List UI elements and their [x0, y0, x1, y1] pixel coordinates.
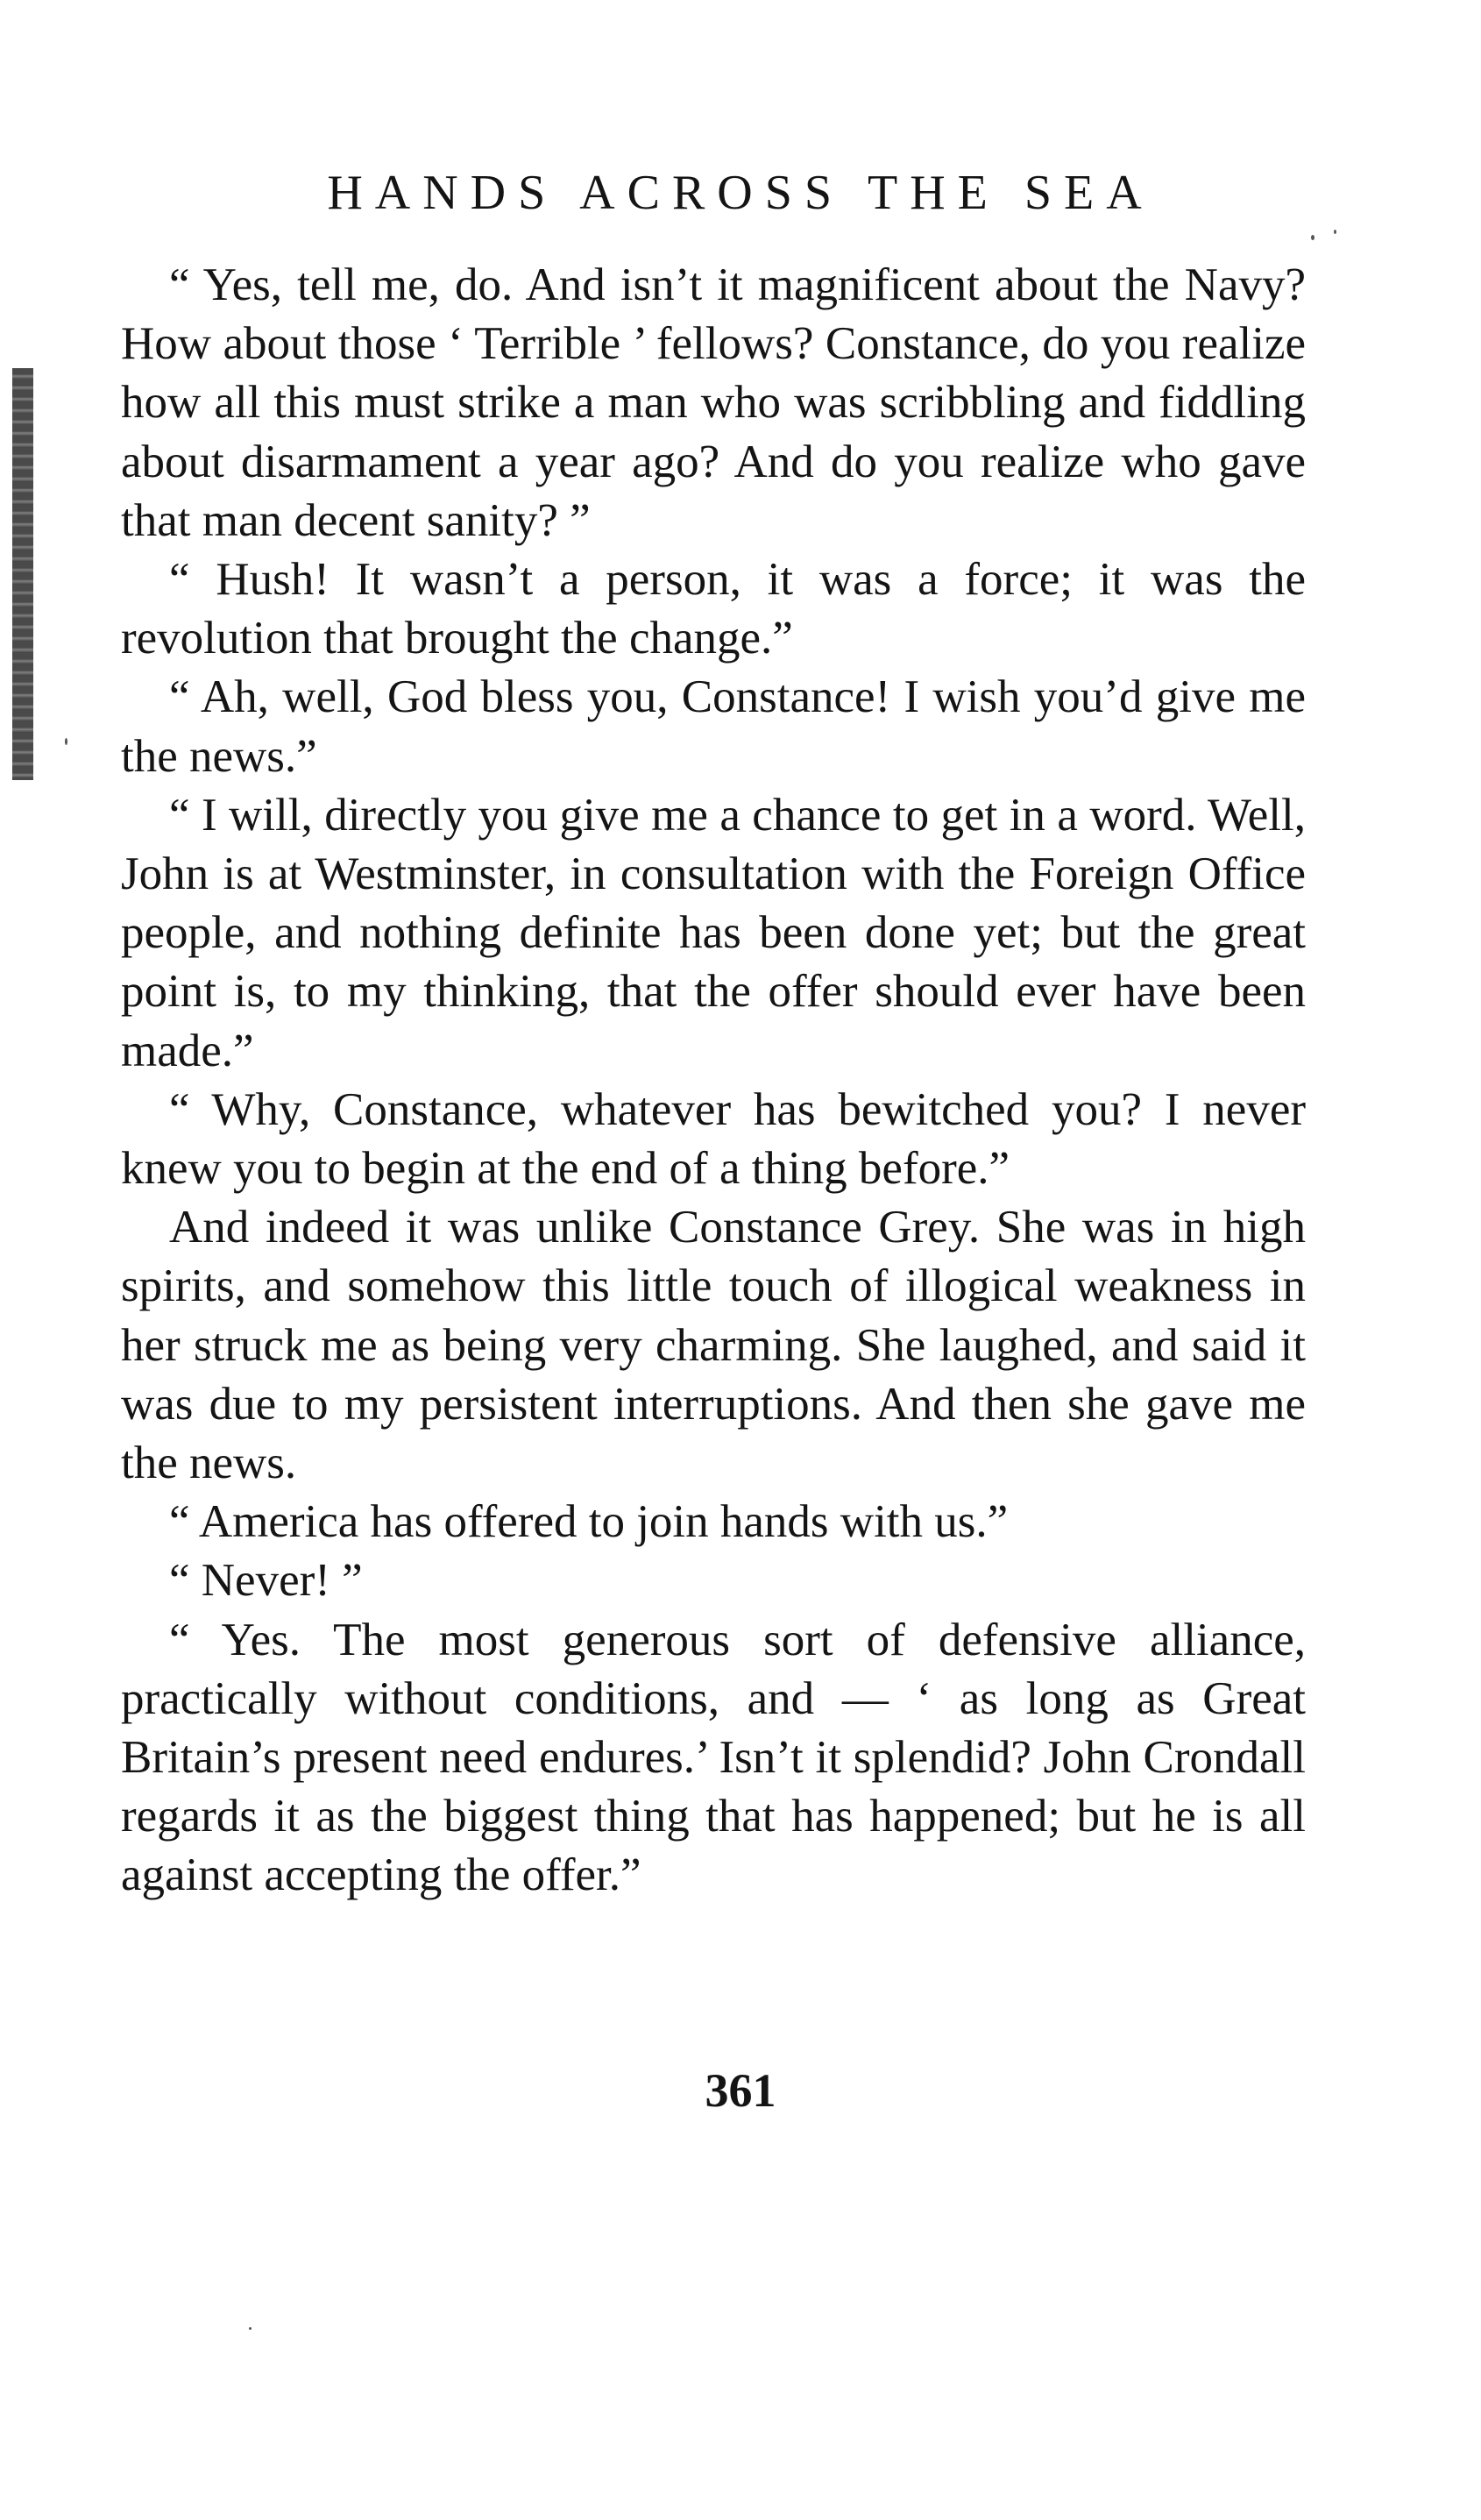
page-number: 361: [705, 2064, 776, 2117]
paragraph: “ America has offered to join hands with us.”: [169, 1496, 1009, 1548]
binding-edge-shadow: [12, 368, 33, 780]
print-speck: [1334, 230, 1336, 234]
print-speck: [249, 2327, 252, 2330]
paragraph: “ Never! ”: [169, 1555, 363, 1607]
running-head: HANDS ACROSS THE SEA: [327, 166, 1154, 220]
paragraph: And indeed it was unlike Constance Grey. She was in high spirits, and somehow this little touch of illogical weakness in her struck me as being very charming. She laughed, and said it was due to my persistent interruptions. And then she gave me the news.: [121, 1202, 1306, 1489]
paragraph: “ Ah, well, God bless you, Constance! I wish you’d give me the news.”: [121, 671, 1306, 782]
body-text: [121, 256, 1306, 1906]
paragraph: “ I will, directly you give me a chance to get in a word. Well, John is at Westminster, in consultation with the Foreign Office people, and nothing definite has been done yet; but the great point is, to my thinking, that the offer should ever have been made.”: [121, 789, 1306, 1076]
paragraph: “ Yes. The most generous sort of defensive alliance, practically without conditions, and — ‘ as long as Great Britain’s present need endures.’ Isn’t it splendid? John Crondall regards it as the biggest thing that has happened; but he is all against accepting the offer.”: [121, 1614, 1306, 1901]
paragraph: “ Yes, tell me, do. And isn’t it magnificent about the Navy? How about those ‘ Terrible ’ fellows? Constance, do you realize how all this must strike a man who was scribbling and fiddling about disarmament a year ago? And do you realize who gave that man decent sanity? ”: [121, 259, 1306, 546]
paragraph: “ Hush! It wasn’t a person, it was a force; it was the revolution that brought the change.”: [121, 554, 1306, 664]
print-speck: [1311, 235, 1314, 240]
paragraph: “ Why, Constance, whatever has bewitched you? I never knew you to begin at the end of a thing before.”: [121, 1083, 1306, 1195]
print-speck: [65, 738, 67, 745]
